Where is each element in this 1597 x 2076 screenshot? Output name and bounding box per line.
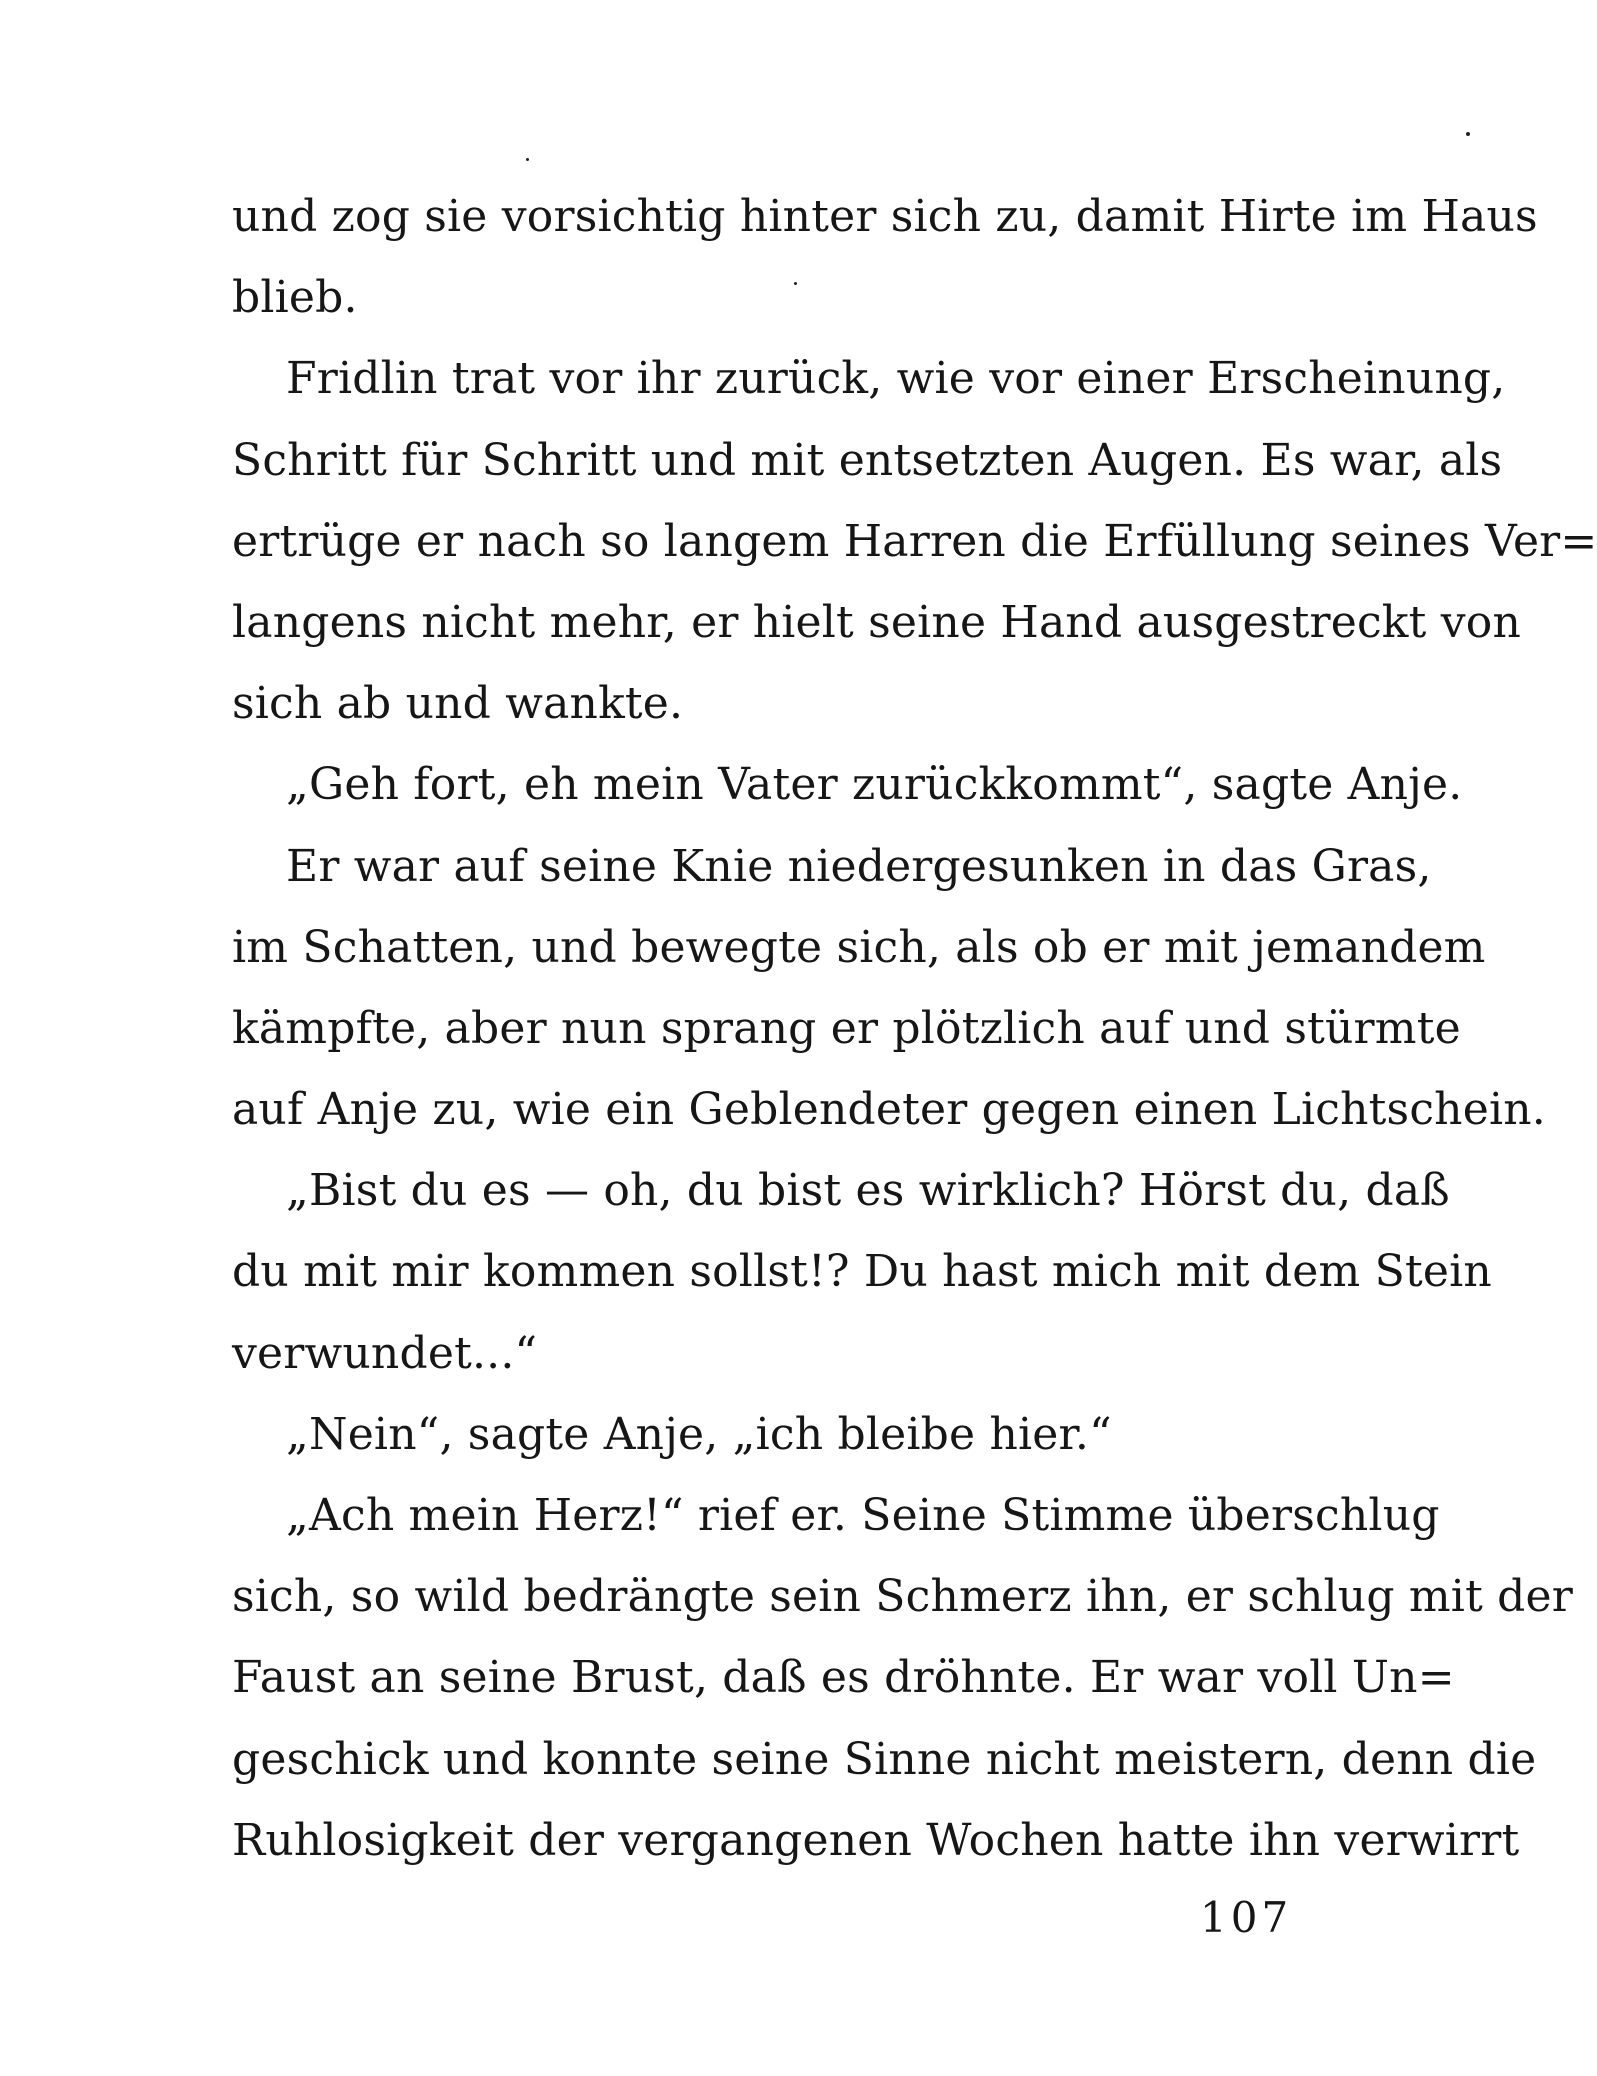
text-line: geschick und konnte seine Sinne nicht meistern, denn die bbox=[232, 1733, 1537, 1785]
text-line: Schritt für Schritt und mit entsetzten Augen. Es war, als bbox=[232, 434, 1503, 486]
scan-speck bbox=[1466, 132, 1470, 136]
paragraph-start-line: Fridlin trat vor ihr zurück, wie vor einer Erscheinung, bbox=[286, 353, 1506, 405]
scan-speck bbox=[794, 282, 797, 285]
text-line: auf Anje zu, wie ein Geblendeter gegen einen Lichtschein. bbox=[232, 1084, 1546, 1136]
paragraph-start-line: Er war auf seine Knie niedergesunken in das Gras, bbox=[286, 840, 1432, 892]
text-line: du mit mir kommen sollst!? Du hast mich mit dem Stein bbox=[232, 1246, 1492, 1298]
text-line: kämpfte, aber nun sprang er plötzlich auf und stürmte bbox=[232, 1002, 1461, 1054]
text-line: und zog sie vorsichtig hinter sich zu, damit Hirte im Haus bbox=[232, 191, 1538, 242]
text-line: langens nicht mehr, er hielt seine Hand ausgestreckt von bbox=[232, 596, 1522, 648]
text-line: sich, so wild bedrängte sein Schmerz ihn, er schlug mit der bbox=[232, 1571, 1573, 1623]
scan-speck bbox=[526, 158, 529, 161]
body-text bbox=[232, 176, 1597, 1881]
text-line: Faust an seine Brust, daß es dröhnte. Er war voll Un= bbox=[232, 1652, 1455, 1704]
text-line: ertrüge er nach so langem Harren die Erfüllung seines Ver= bbox=[232, 515, 1597, 567]
paragraph-start-line: „Bist du es — oh, du bist es wirklich? Hörst du, daß bbox=[286, 1165, 1450, 1217]
paragraph-start-line: „Geh fort, eh mein Vater zurückkommt“, sagte Anje. bbox=[286, 759, 1463, 811]
text-line: sich ab und wankte. bbox=[232, 678, 684, 730]
paragraph-start-line: „Ach mein Herz!“ rief er. Seine Stimme überschlug bbox=[286, 1490, 1440, 1541]
text-line: blieb. bbox=[232, 272, 358, 324]
text-line: Ruhlosigkeit der vergangenen Wochen hatte ihn verwirrt bbox=[232, 1814, 1520, 1866]
text-line: verwundet...“ bbox=[232, 1327, 538, 1379]
page-number: 107 bbox=[1200, 1893, 1293, 1942]
text-line: im Schatten, und bewegte sich, als ob er mit jemandem bbox=[232, 921, 1486, 973]
paragraph-start-line: „Nein“, sagte Anje, „ich bleibe hier.“ bbox=[286, 1408, 1112, 1460]
